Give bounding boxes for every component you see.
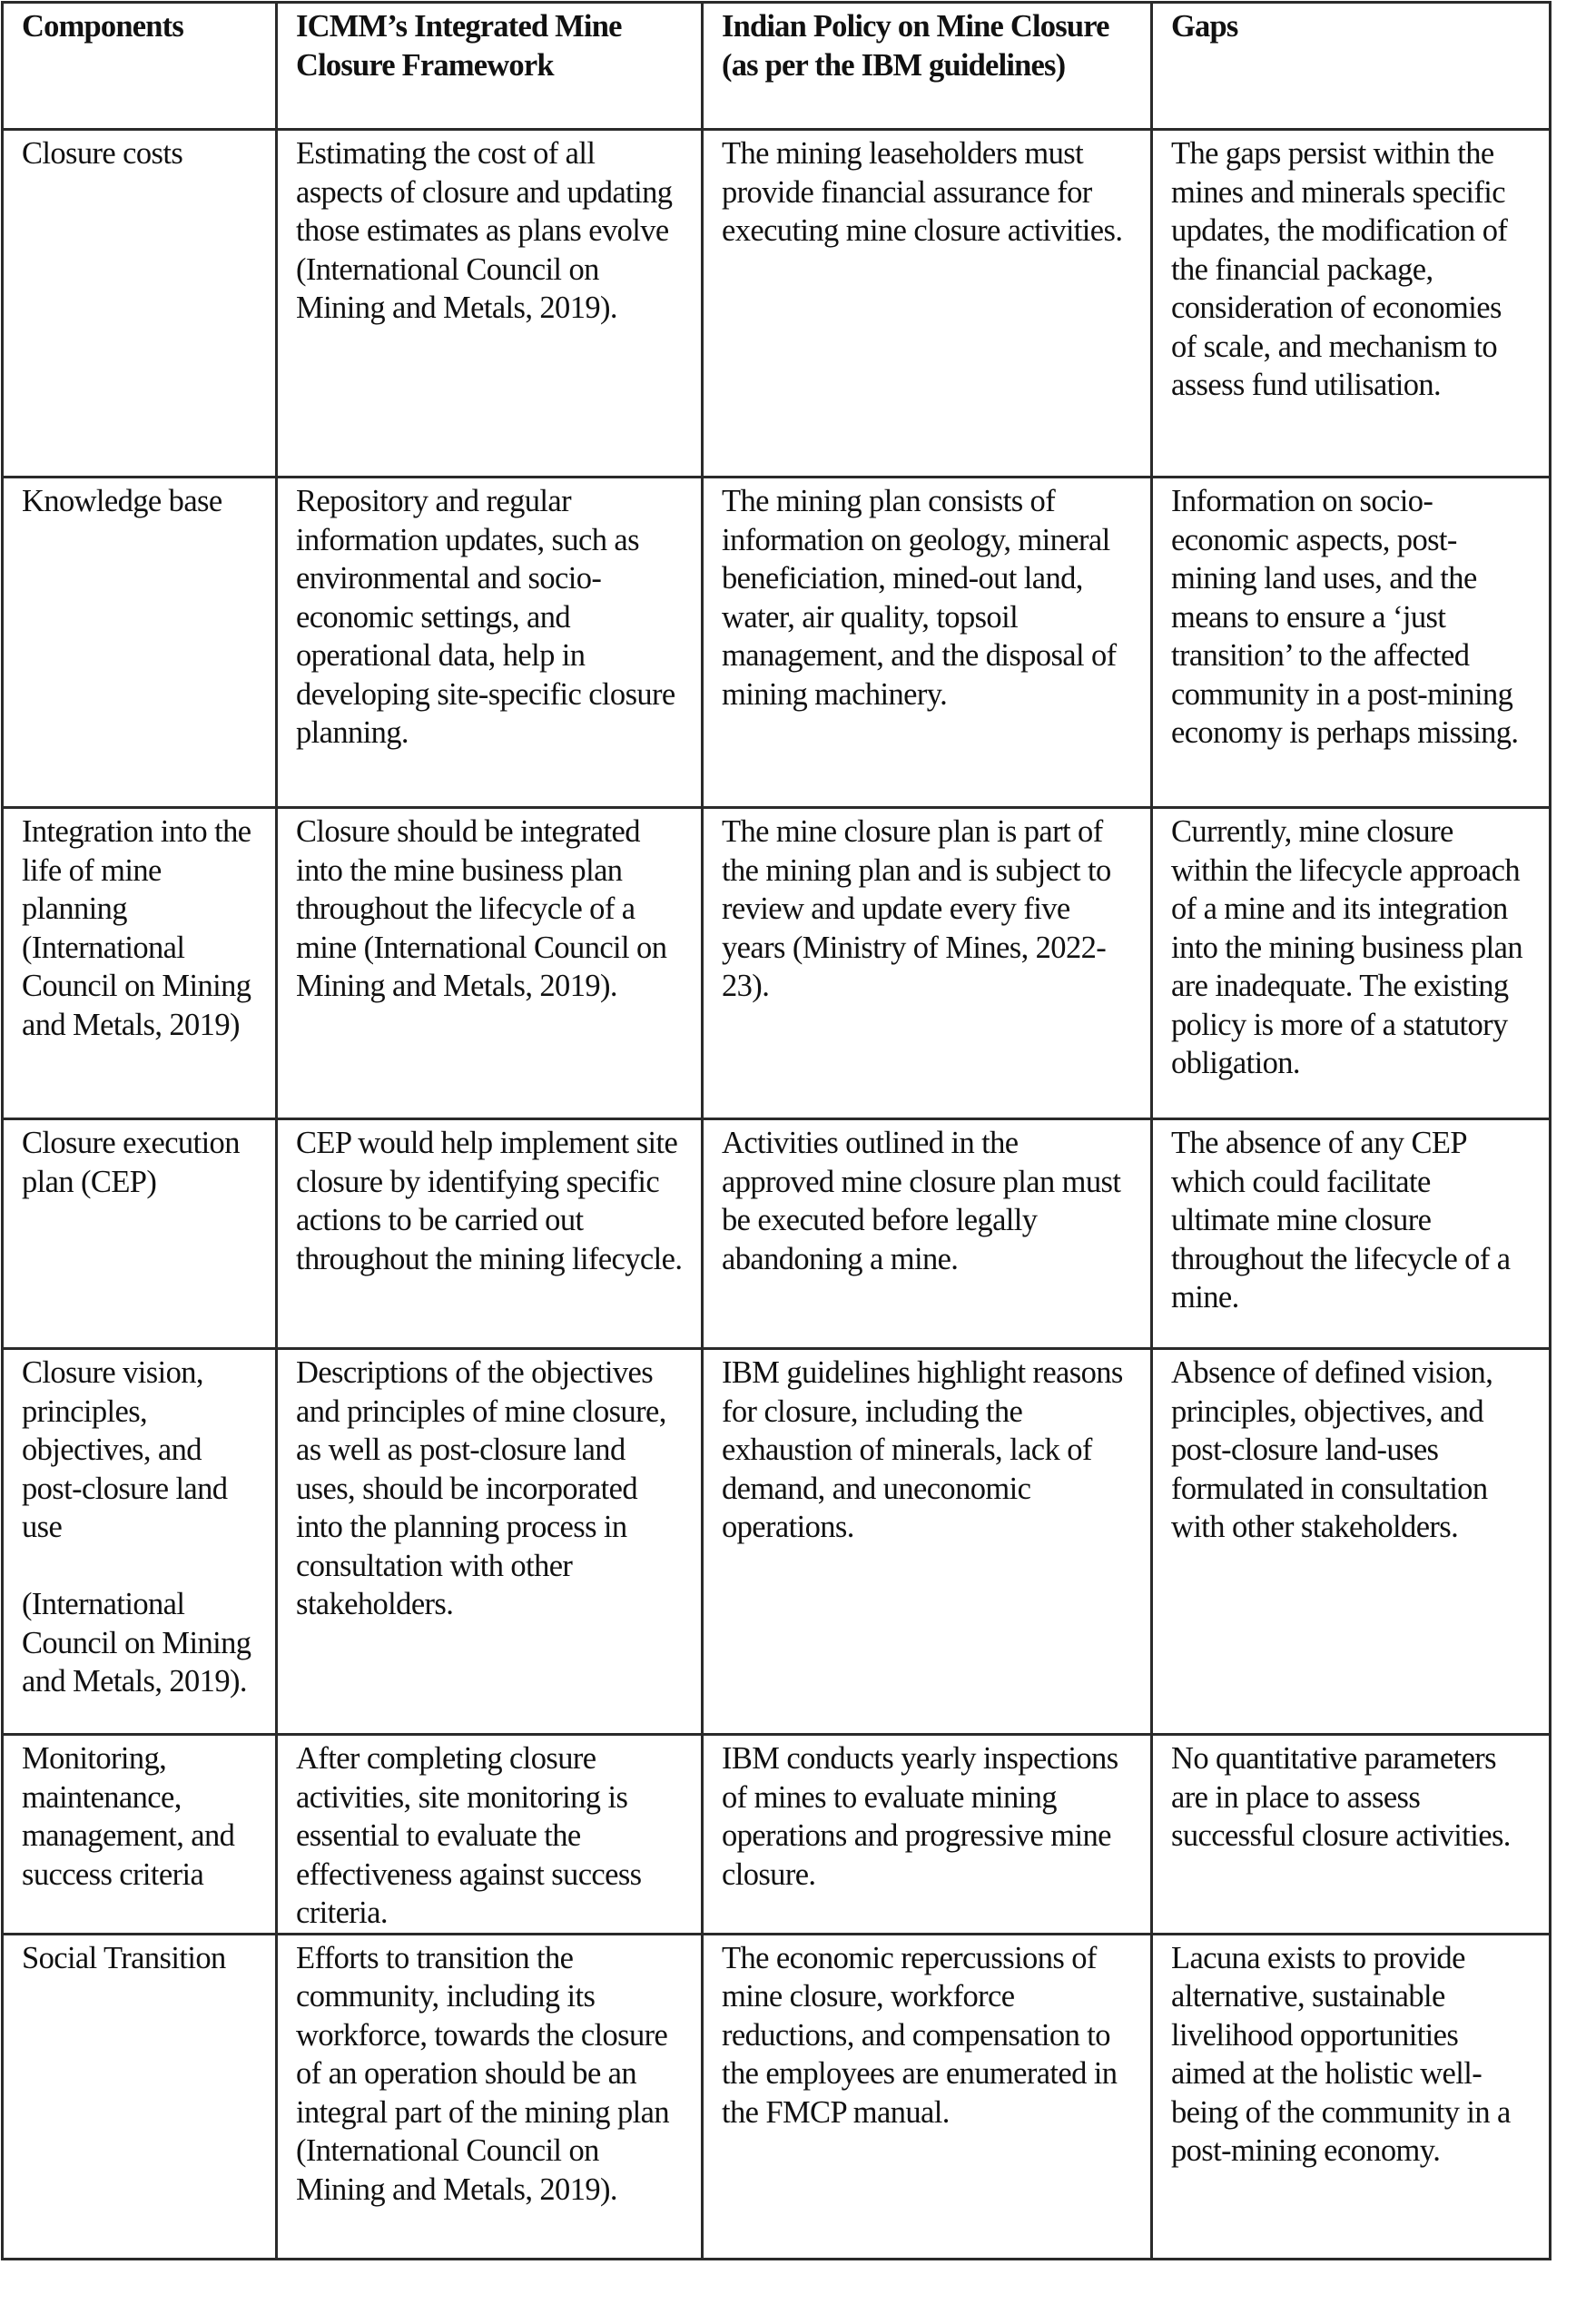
cell-indian-policy: Activities outlined in the approved mine closure plan must be executed before legally abandoning a mine. — [703, 1119, 1152, 1349]
cell-gaps: Lacuna exists to provide alternative, sustainable livelihood opportunities aimed at the holistic well-being of the community in a post-mining economy. — [1152, 1934, 1551, 2259]
table-row — [3, 1934, 1551, 2259]
table-row — [3, 1119, 1551, 1349]
header-components: Components — [3, 3, 277, 130]
cell-icmm: Efforts to transition the community, including its workforce, towards the closure of an operation should be an integral part of the mining plan (International Council on Mining and Metals, 2019). — [277, 1934, 703, 2259]
cell-indian-policy: IBM conducts yearly inspections of mines to evaluate mining operations and progressive mine closure. — [703, 1735, 1152, 1935]
header-icmm-framework: ICMM’s Integrated Mine Closure Framework — [277, 3, 703, 130]
cell-component: Closure execution plan (CEP) — [3, 1119, 277, 1349]
cell-component: Closure vision, principles, objectives, and post-closure land use (International Council on Mining and Metals, 2019). — [3, 1349, 277, 1735]
table-row — [3, 1735, 1551, 1935]
table-row — [3, 808, 1551, 1119]
cell-gaps: The absence of any CEP which could facilitate ultimate mine closure throughout the lifecycle of a mine. — [1152, 1119, 1551, 1349]
mine-closure-comparison-table — [1, 1, 1552, 2260]
header-indian-policy: Indian Policy on Mine Closure (as per the IBM guidelines) — [703, 3, 1152, 130]
cell-indian-policy: The mine closure plan is part of the mining plan and is subject to review and update every five years (Ministry of Mines, 2022-23). — [703, 808, 1152, 1119]
cell-icmm: Estimating the cost of all aspects of closure and updating those estimates as plans evolve (International Council on Mining and Metals, 2019). — [277, 130, 703, 478]
cell-gaps: No quantitative parameters are in place to assess successful closure activities. — [1152, 1735, 1551, 1935]
cell-icmm: Closure should be integrated into the mine business plan throughout the lifecycle of a mine (International Council on Mining and Metals, 2019). — [277, 808, 703, 1119]
cell-icmm: Descriptions of the objectives and principles of mine closure, as well as post-closure land uses, should be incorporated into the planning process in consultation with other stakeholders. — [277, 1349, 703, 1735]
cell-component: Closure costs — [3, 130, 277, 478]
table-header-row — [3, 3, 1551, 130]
cell-gaps: Absence of defined vision, principles, objectives, and post-closure land-uses formulated in consultation with other stakeholders. — [1152, 1349, 1551, 1735]
cell-component: Knowledge base — [3, 478, 277, 808]
cell-gaps: Currently, mine closure within the lifecycle approach of a mine and its integration into the mining business plan are inadequate. The existing policy is more of a statutory obligation. — [1152, 808, 1551, 1119]
header-gaps: Gaps — [1152, 3, 1551, 130]
cell-indian-policy: The economic repercussions of mine closure, workforce reductions, and compensation to the employees are enumerated in the FMCP manual. — [703, 1934, 1152, 2259]
cell-icmm: After completing closure activities, site monitoring is essential to evaluate the effectiveness against success criteria. — [277, 1735, 703, 1935]
table-row — [3, 1349, 1551, 1735]
cell-component: Monitoring, maintenance, management, and success criteria — [3, 1735, 277, 1935]
table-row — [3, 478, 1551, 808]
cell-indian-policy: The mining leaseholders must provide financial assurance for executing mine closure activities. — [703, 130, 1152, 478]
cell-icmm: CEP would help implement site closure by identifying specific actions to be carried out throughout the mining lifecycle. — [277, 1119, 703, 1349]
cell-icmm: Repository and regular information updates, such as environmental and socio-economic settings, and operational data, help in developing site-specific closure planning. — [277, 478, 703, 808]
cell-gaps: Information on socio-economic aspects, post-mining land uses, and the means to ensure a ‘just transition’ to the affected community in a post-mining economy is perhaps missing. — [1152, 478, 1551, 808]
cell-indian-policy: IBM guidelines highlight reasons for closure, including the exhaustion of minerals, lack of demand, and uneconomic operations. — [703, 1349, 1152, 1735]
cell-indian-policy: The mining plan consists of information on geology, mineral beneficiation, mined-out land, water, air quality, topsoil management, and the disposal of mining machinery. — [703, 478, 1152, 808]
cell-component: Social Transition — [3, 1934, 277, 2259]
cell-gaps: The gaps persist within the mines and minerals specific updates, the modification of the financial package, consideration of economies of scale, and mechanism to assess fund utilisation. — [1152, 130, 1551, 478]
table-row — [3, 130, 1551, 478]
cell-component: Integration into the life of mine planning (International Council on Mining and Metals, 2019) — [3, 808, 277, 1119]
